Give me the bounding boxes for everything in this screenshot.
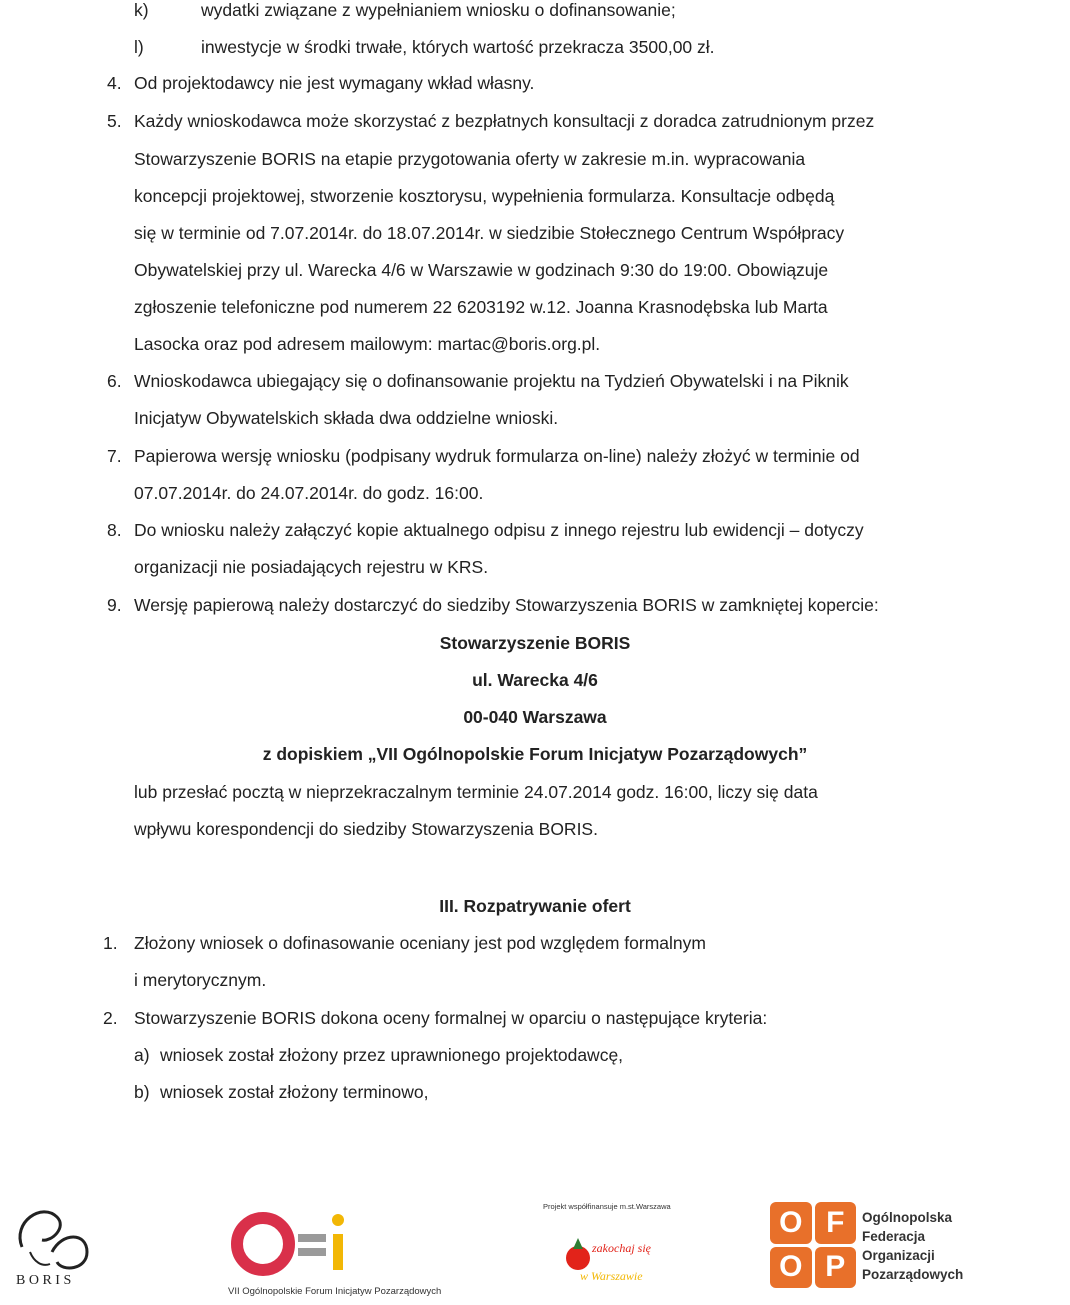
paragraph-line: Stowarzyszenie BORIS na etapie przygotowania oferty w zakresie m.in. wypracowania xyxy=(134,149,806,169)
warsaw-logo xyxy=(558,1216,651,1296)
address-line: ul. Warecka 4/6 xyxy=(472,670,598,690)
address-note: z dopiskiem „VII Ogólnopolskie Forum Inicjatyw Pozarządowych” xyxy=(262,744,808,764)
paragraph-line: Obywatelskiej przy ul. Warecka 4/6 w Warszawie w godzinach 9:30 do 19:00. Obowiązuje xyxy=(134,260,829,280)
paragraph-number: 1. xyxy=(103,933,118,953)
paragraph-line: Inicjatyw Obywatelskich składa dwa oddzielne wnioski. xyxy=(134,408,559,428)
address-line: Stowarzyszenie BORIS xyxy=(439,633,631,653)
ofop-letter: P xyxy=(815,1247,857,1289)
paragraph-text: Wersję papierową należy dostarczyć do siedziby Stowarzyszenia BORIS w zamkniętej kopercie: xyxy=(134,595,879,615)
paragraph-line: Złożony wniosek o dofinasowanie oceniany jest pod względem formalnym xyxy=(134,933,706,953)
ofop-text xyxy=(862,1208,963,1284)
paragraph-text: Stowarzyszenie BORIS dokona oceny formalnej w oparciu o następujące kryteria: xyxy=(134,1008,768,1028)
paragraph-number: 5. xyxy=(107,111,122,131)
paragraph-number: 6. xyxy=(107,371,122,391)
paragraph-line: koncepcji projektowej, stworzenie kosztorysu, wypełnienia formularza. Konsultacje odbędą xyxy=(134,186,835,206)
warsaw-caption: Projekt współfinansuje m.st.Warszawa xyxy=(543,1202,671,1211)
boris-logo-text: B O R I S xyxy=(16,1273,72,1288)
footer-logos xyxy=(0,1180,964,1305)
paragraph-line: i merytorycznym. xyxy=(134,970,267,990)
paragraph-line: Każdy wnioskodawca może skorzystać z bezpłatnych konsultacji z doradca zatrudnionym przez xyxy=(134,111,875,131)
ofop-text-line: Pozarządowych xyxy=(862,1267,964,1282)
paragraph-number: 2. xyxy=(103,1008,118,1028)
paragraph-number: 8. xyxy=(107,520,122,540)
section-title: III. Rozpatrywanie ofert xyxy=(439,896,631,916)
ofop-text-line: Federacja xyxy=(862,1229,926,1244)
list-item-text: wydatki związane z wypełnianiem wniosku o dofinansowanie; xyxy=(201,0,676,20)
boris-logo xyxy=(2,1192,112,1304)
list-item-text: wniosek został złożony przez uprawnionego projektodawcę, xyxy=(160,1045,624,1065)
paragraph-line: Lasocka oraz pod adresem mailowym: martac@boris.org.pl. xyxy=(134,334,601,354)
paragraph-number: 9. xyxy=(107,595,122,615)
paragraph-text: Od projektodawcy nie jest wymagany wkład własny. xyxy=(134,73,535,93)
ofop-text-line: Organizacji xyxy=(862,1248,935,1263)
list-marker: a) xyxy=(134,1045,150,1065)
paragraph-line: 07.07.2014r. do 24.07.2014r. do godz. 16:00. xyxy=(134,483,484,503)
forum-caption: VII Ogólnopolskie Forum Inicjatyw Pozarządowych xyxy=(228,1286,442,1297)
paragraph-line: Papierowa wersję wniosku (podpisany wydruk formularza on-line) należy złożyć w terminie od xyxy=(134,446,860,466)
paragraph-line: organizacji nie posiadających rejestru w KRS. xyxy=(134,557,489,577)
ofop-letter: O xyxy=(770,1202,812,1244)
list-item-text: inwestycje w środki trwałe, których wartość przekracza 3500,00 zł. xyxy=(201,37,715,57)
address-line: 00-040 Warszawa xyxy=(463,707,607,727)
paragraph-line: zgłoszenie telefoniczne pod numerem 22 6203192 w.12. Joanna Krasnodębska lub Marta xyxy=(134,297,828,317)
list-marker: k) xyxy=(134,0,149,20)
ofop-logo xyxy=(770,1202,856,1288)
svg-text:w Warszawie: w Warszawie xyxy=(580,1269,643,1283)
paragraph-number: 7. xyxy=(107,446,122,466)
paragraph-line: wpływu korespondencji do siedziby Stowarzyszenia BORIS. xyxy=(134,819,598,839)
ofop-letter: O xyxy=(770,1247,812,1289)
paragraph-line: Do wniosku należy załączyć kopie aktualnego odpisu z innego rejestru lub ewidencji – dotyczy xyxy=(134,520,864,540)
forum-logo xyxy=(230,1208,370,1278)
ofop-text-line: Ogólnopolska xyxy=(862,1210,953,1225)
paragraph-line: Wnioskodawca ubiegający się o dofinansowanie projektu na Tydzień Obywatelski i na Piknik xyxy=(134,371,849,391)
list-marker: b) xyxy=(134,1082,150,1102)
paragraph-line: lub przesłać pocztą w nieprzekraczalnym terminie 24.07.2014 godz. 16:00, liczy się data xyxy=(134,782,818,802)
paragraph-number: 4. xyxy=(107,73,122,93)
list-item-text: wniosek został złożony terminowo, xyxy=(160,1082,429,1102)
svg-text:zakochaj się: zakochaj się xyxy=(592,1241,651,1255)
list-marker: l) xyxy=(134,37,144,57)
ofop-letter: F xyxy=(815,1202,857,1244)
paragraph-line: się w terminie od 7.07.2014r. do 18.07.2014r. w siedzibie Stołecznego Centrum Współpracy xyxy=(134,223,845,243)
